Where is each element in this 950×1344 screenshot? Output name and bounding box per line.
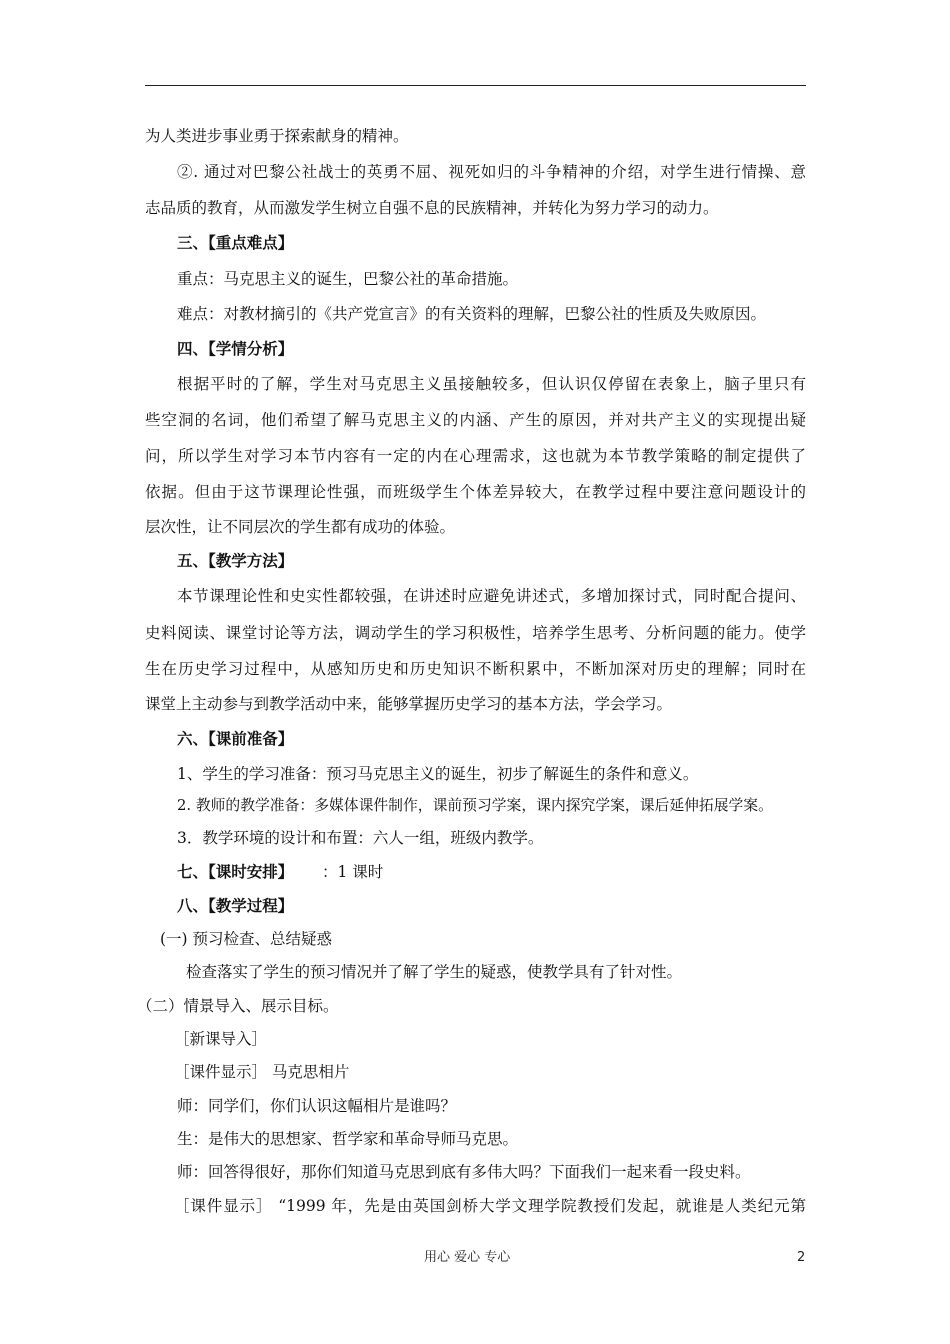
sub-heading: （二）情景导入、展示目标。 [137, 997, 339, 1015]
section-heading: 四、【学情分析】 [177, 339, 294, 358]
section-heading: 六、【课前准备】 [177, 729, 294, 748]
footer-motto: 用心 爱心 专心 [424, 1250, 511, 1265]
text-line: 根据平时的了解，学生对马克思主义虽接触较多，但认识仅停留在表象上，脑子里只有 [177, 375, 806, 393]
text-line: 生：是伟大的思想家、哲学家和革命导师马克思。 [177, 1130, 519, 1148]
text-line: 重点：马克思主义的诞生，巴黎公社的革命措施。 [177, 270, 519, 288]
text-line: 2. 教师的教学准备：多媒体课件制作，课前预习学案，课内探究学案，课后延伸拓展学案。 [177, 797, 773, 814]
text-line: 课堂上主动参与到教学活动中来，能够掌握历史学习的基本方法，学会学习。 [145, 695, 673, 713]
text-line: 史料阅读、课堂讨论等方法，调动学生的学习积极性，培养学生思考、分析问题的能力。使学 [145, 624, 806, 642]
text-line: ［新课导入］ [174, 1030, 268, 1048]
text-line: 为人类进步事业勇于探索献身的精神。 [145, 127, 409, 145]
sub-heading: (一) 预习检查、总结疑惑 [160, 930, 333, 948]
text-line: ［课件显示］ 马克思相片 [174, 1063, 350, 1081]
section-heading: 七、【课时安排】 [177, 862, 294, 881]
header-rule [145, 85, 806, 86]
class-hours: ：1 课时 [322, 863, 384, 881]
text-line: 本节课理论性和史实性都较强，在讲述时应避免讲述式，多增加探讨式，同时配合提问、 [177, 587, 806, 605]
text-line: 依据。但由于这节课理论性强，而班级学生个体差异较大，在教学过程中要注意问题设计的 [145, 483, 806, 501]
text-line: 问，所以学生对学习本节内容有一定的内在心理需求，这也就为本节教学策略的制定提供了 [145, 447, 806, 465]
section-heading: 三、【重点难点】 [177, 233, 294, 252]
section-heading: 八、【教学过程】 [177, 896, 294, 915]
text-line: 些空洞的名词，他们希望了解马克思主义的内涵、产生的原因，并对共产主义的实现提出疑 [145, 411, 806, 429]
text-line: 难点：对教材摘引的《共产党宣言》的有关资料的理解，巴黎公社的性质及失败原因。 [177, 305, 767, 323]
text-line: 1、学生的学习准备：预习马克思主义的诞生，初步了解诞生的条件和意义。 [177, 765, 699, 783]
text-line: 生在历史学习过程中，从感知历史和历史知识不断积累中，不断加深对历史的理解；同时在 [145, 660, 806, 678]
section-heading: 五、【教学方法】 [177, 551, 294, 570]
text-line: 师：同学们，你们认识这幅相片是谁吗？ [177, 1097, 457, 1115]
text-line: ［课件显示］ “1999 年，先是由英国剑桥大学文理学院教授们发起，就谁是人类纪元第 [174, 1197, 806, 1215]
page-number: 2 [797, 1250, 806, 1265]
text-line: 检查落实了学生的预习情况并了解了学生的疑惑，使教学具有了针对性。 [186, 963, 683, 981]
text-line: 3．教学环境的设计和布置：六人一组，班级内教学。 [177, 829, 544, 847]
text-line: 志品质的教育，从而激发学生树立自强不息的民族精神，并转化为努力学习的动力。 [145, 199, 719, 217]
text-line: 层次性，让不同层次的学生都有成功的体验。 [145, 518, 456, 536]
text-line: ②. 通过对巴黎公社战士的英勇不屈、视死如归的斗争精神的介绍，对学生进行情操、意 [177, 163, 806, 181]
text-line: 师：回答得很好，那你们知道马克思到底有多伟大吗？下面我们一起来看一段史料。 [177, 1163, 751, 1181]
